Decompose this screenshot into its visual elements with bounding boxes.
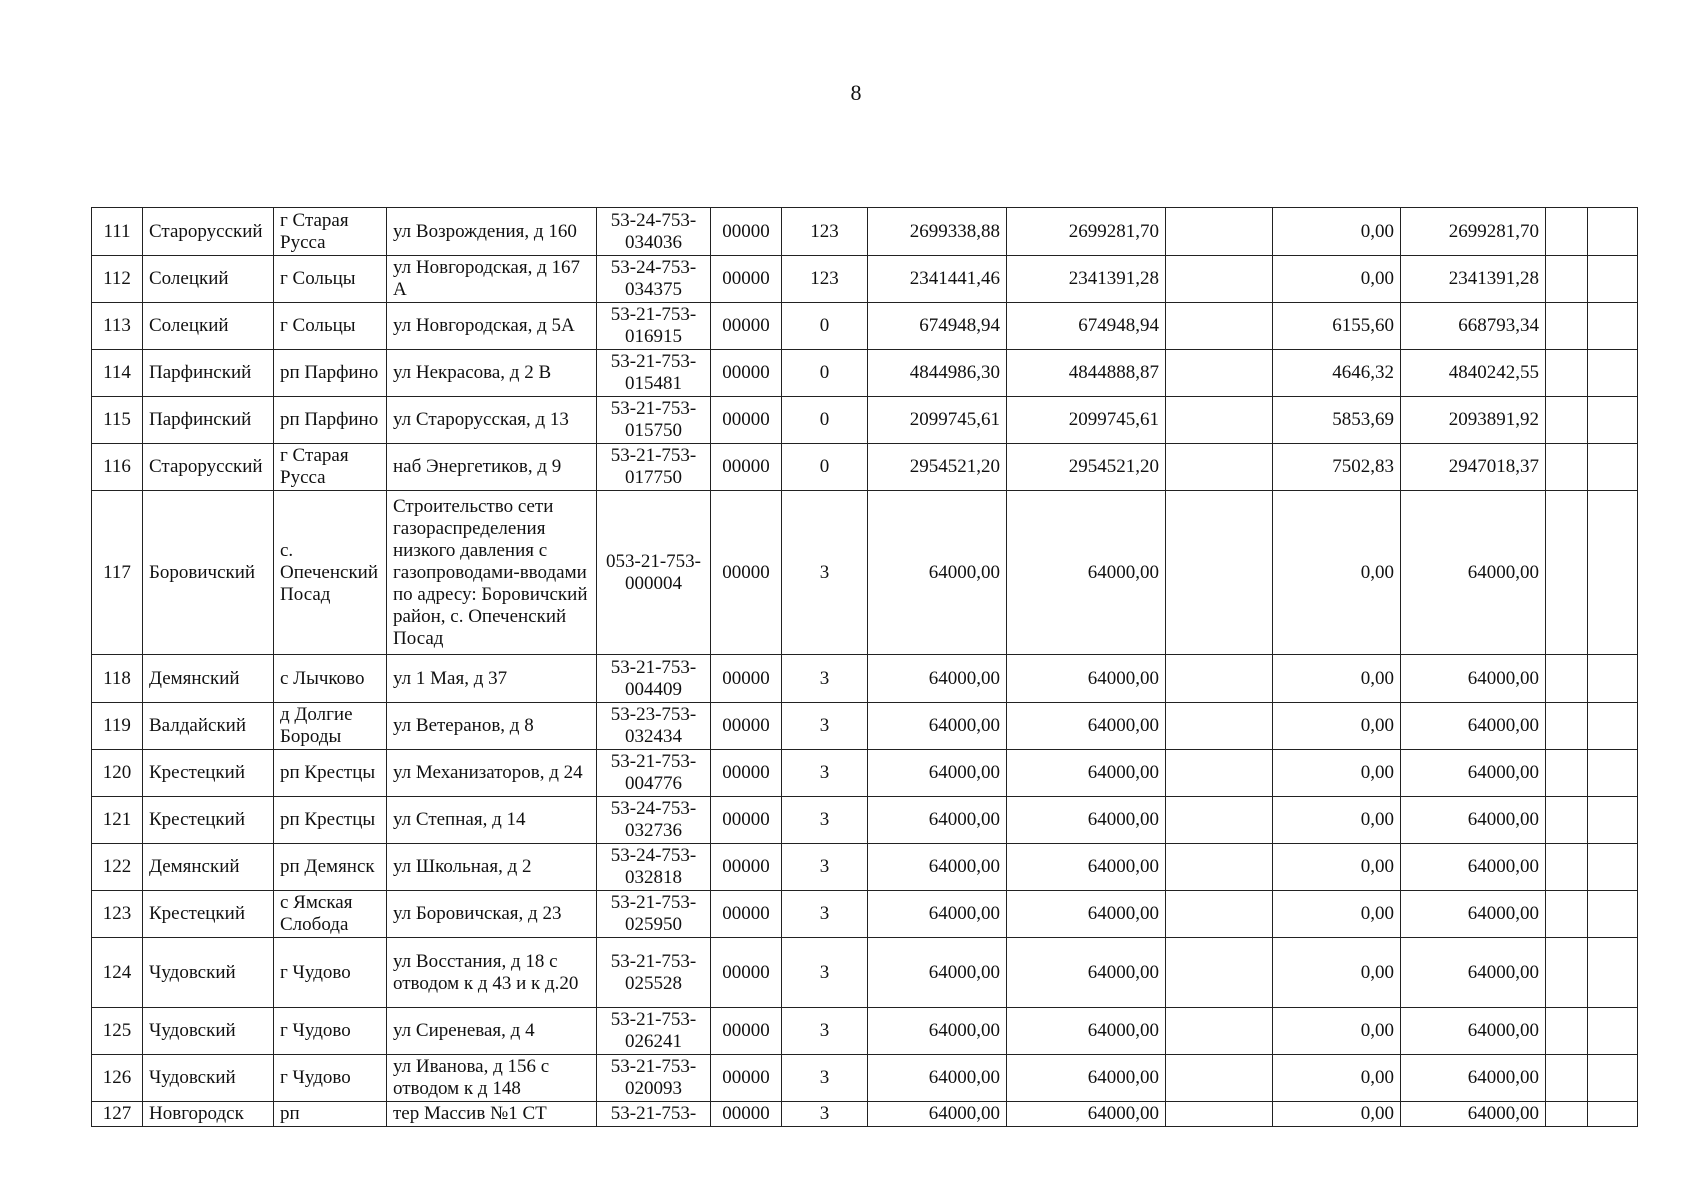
cell-address: ул Боровичская, д 23: [387, 891, 597, 938]
cell-amount-2: 64000,00: [1007, 750, 1166, 797]
cell-amount-1: 64000,00: [868, 891, 1007, 938]
cell-code: 00000: [711, 797, 782, 844]
cell-oktmo: 53-24-753-034036: [597, 208, 711, 256]
cell-extra-1: [1546, 1102, 1588, 1127]
cell-amount-2: 674948,94: [1007, 303, 1166, 350]
cell-amount-5: 4840242,55: [1401, 350, 1546, 397]
cell-address: ул Восстания, д 18 с отводом к д 43 и к д.20: [387, 938, 597, 1008]
cell-extra-1: [1546, 303, 1588, 350]
cell-amount-4: 0,00: [1273, 1055, 1401, 1102]
cell-district: Чудовский: [143, 1055, 274, 1102]
cell-extra-1: [1546, 844, 1588, 891]
cell-district: Демянский: [143, 655, 274, 703]
cell-locality: г Чудово: [274, 1008, 387, 1055]
cell-amount-5: 2947018,37: [1401, 444, 1546, 491]
cell-extra-1: [1546, 655, 1588, 703]
cell-extra-1: [1546, 491, 1588, 655]
cell-amount-2: 64000,00: [1007, 1055, 1166, 1102]
cell-amount-2: 2954521,20: [1007, 444, 1166, 491]
cell-count: 123: [782, 256, 868, 303]
cell-amount-3: [1166, 491, 1273, 655]
cell-amount-5: 64000,00: [1401, 491, 1546, 655]
cell-amount-1: 64000,00: [868, 655, 1007, 703]
cell-count: 0: [782, 397, 868, 444]
cell-count: 3: [782, 491, 868, 655]
cell-count: 0: [782, 303, 868, 350]
cell-extra-2: [1588, 303, 1638, 350]
cell-address: ул Школьная, д 2: [387, 844, 597, 891]
cell-amount-3: [1166, 891, 1273, 938]
cell-district: Чудовский: [143, 938, 274, 1008]
cell-code: 00000: [711, 491, 782, 655]
cell-count: 0: [782, 444, 868, 491]
cell-amount-1: 64000,00: [868, 844, 1007, 891]
table-row: [92, 1008, 1638, 1055]
cell-amount-3: [1166, 1102, 1273, 1127]
cell-amount-1: 674948,94: [868, 303, 1007, 350]
cell-amount-3: [1166, 256, 1273, 303]
cell-code: 00000: [711, 655, 782, 703]
cell-amount-4: 0,00: [1273, 491, 1401, 655]
cell-locality: г Старая Русса: [274, 208, 387, 256]
cell-amount-3: [1166, 750, 1273, 797]
cell-row-number: 115: [92, 397, 143, 444]
cell-row-number: 112: [92, 256, 143, 303]
cell-extra-1: [1546, 891, 1588, 938]
cell-amount-5: 668793,34: [1401, 303, 1546, 350]
cell-code: 00000: [711, 844, 782, 891]
cell-amount-1: 2699338,88: [868, 208, 1007, 256]
cell-amount-2: 4844888,87: [1007, 350, 1166, 397]
cell-address: ул Степная, д 14: [387, 797, 597, 844]
cell-amount-2: 64000,00: [1007, 844, 1166, 891]
cell-district: Парфинский: [143, 397, 274, 444]
cell-amount-3: [1166, 397, 1273, 444]
cell-count: 0: [782, 350, 868, 397]
cell-amount-3: [1166, 1008, 1273, 1055]
cell-amount-5: 2341391,28: [1401, 256, 1546, 303]
cell-row-number: 120: [92, 750, 143, 797]
cell-amount-2: 64000,00: [1007, 703, 1166, 750]
cell-extra-2: [1588, 797, 1638, 844]
cell-row-number: 117: [92, 491, 143, 655]
cell-amount-3: [1166, 703, 1273, 750]
cell-amount-4: 6155,60: [1273, 303, 1401, 350]
cell-row-number: 127: [92, 1102, 143, 1127]
cell-amount-1: 64000,00: [868, 491, 1007, 655]
cell-amount-5: 64000,00: [1401, 750, 1546, 797]
cell-extra-1: [1546, 1008, 1588, 1055]
cell-extra-2: [1588, 491, 1638, 655]
cell-row-number: 114: [92, 350, 143, 397]
cell-count: 3: [782, 1008, 868, 1055]
cell-amount-1: 64000,00: [868, 1008, 1007, 1055]
cell-amount-3: [1166, 938, 1273, 1008]
cell-amount-4: 0,00: [1273, 256, 1401, 303]
cell-extra-1: [1546, 256, 1588, 303]
cell-address: ул Ветеранов, д 8: [387, 703, 597, 750]
cell-row-number: 121: [92, 797, 143, 844]
cell-extra-1: [1546, 350, 1588, 397]
cell-code: 00000: [711, 1102, 782, 1127]
cell-row-number: 122: [92, 844, 143, 891]
cell-count: 3: [782, 891, 868, 938]
cell-amount-3: [1166, 844, 1273, 891]
cell-address: ул Старорусская, д 13: [387, 397, 597, 444]
cell-code: 00000: [711, 208, 782, 256]
cell-oktmo: 053-21-753-000004: [597, 491, 711, 655]
cell-code: 00000: [711, 938, 782, 1008]
cell-amount-4: 4646,32: [1273, 350, 1401, 397]
cell-extra-1: [1546, 444, 1588, 491]
cell-amount-5: 2699281,70: [1401, 208, 1546, 256]
cell-amount-4: 0,00: [1273, 797, 1401, 844]
cell-row-number: 111: [92, 208, 143, 256]
cell-count: 3: [782, 1102, 868, 1127]
cell-amount-3: [1166, 1055, 1273, 1102]
cell-count: 3: [782, 1055, 868, 1102]
cell-count: 123: [782, 208, 868, 256]
cell-count: 3: [782, 844, 868, 891]
table-body: [92, 208, 1638, 1127]
cell-district: Валдайский: [143, 703, 274, 750]
cell-extra-1: [1546, 703, 1588, 750]
cell-amount-3: [1166, 303, 1273, 350]
cell-amount-2: 64000,00: [1007, 491, 1166, 655]
cell-extra-2: [1588, 397, 1638, 444]
cell-extra-2: [1588, 938, 1638, 1008]
cell-extra-2: [1588, 208, 1638, 256]
cell-amount-1: 64000,00: [868, 750, 1007, 797]
cell-amount-1: 2099745,61: [868, 397, 1007, 444]
cell-amount-2: 64000,00: [1007, 797, 1166, 844]
cell-district: Боровичский: [143, 491, 274, 655]
cell-code: 00000: [711, 350, 782, 397]
cell-amount-4: 0,00: [1273, 891, 1401, 938]
table-row: [92, 750, 1638, 797]
table-row: [92, 444, 1638, 491]
cell-amount-2: 2699281,70: [1007, 208, 1166, 256]
table-row: [92, 1055, 1638, 1102]
cell-amount-1: 2954521,20: [868, 444, 1007, 491]
cell-amount-4: 7502,83: [1273, 444, 1401, 491]
cell-amount-2: 2341391,28: [1007, 256, 1166, 303]
cell-amount-1: 64000,00: [868, 1055, 1007, 1102]
cell-oktmo: 53-21-753-015481: [597, 350, 711, 397]
cell-address: ул 1 Мая, д 37: [387, 655, 597, 703]
cell-oktmo: 53-21-753-020093: [597, 1055, 711, 1102]
cell-oktmo: 53-24-753-034375: [597, 256, 711, 303]
cell-amount-1: 64000,00: [868, 797, 1007, 844]
cell-amount-3: [1166, 444, 1273, 491]
cell-locality: рп: [274, 1102, 387, 1127]
cell-amount-5: 64000,00: [1401, 703, 1546, 750]
cell-amount-2: 2099745,61: [1007, 397, 1166, 444]
cell-amount-3: [1166, 350, 1273, 397]
cell-locality: г Чудово: [274, 1055, 387, 1102]
cell-code: 00000: [711, 1055, 782, 1102]
cell-oktmo: 53-21-753-017750: [597, 444, 711, 491]
cell-amount-4: 5853,69: [1273, 397, 1401, 444]
cell-locality: рп Парфино: [274, 350, 387, 397]
cell-locality: г Чудово: [274, 938, 387, 1008]
cell-amount-5: 2093891,92: [1401, 397, 1546, 444]
cell-address: ул Иванова, д 156 с отводом к д 148: [387, 1055, 597, 1102]
cell-count: 3: [782, 655, 868, 703]
cell-district: Крестецкий: [143, 797, 274, 844]
cell-amount-5: 64000,00: [1401, 1055, 1546, 1102]
table-row: [92, 891, 1638, 938]
cell-extra-2: [1588, 891, 1638, 938]
cell-amount-1: 4844986,30: [868, 350, 1007, 397]
cell-code: 00000: [711, 303, 782, 350]
cell-extra-2: [1588, 655, 1638, 703]
cell-district: Крестецкий: [143, 891, 274, 938]
cell-oktmo: 53-24-753-032736: [597, 797, 711, 844]
table-row: [92, 208, 1638, 256]
cell-amount-2: 64000,00: [1007, 891, 1166, 938]
cell-amount-5: 64000,00: [1401, 1102, 1546, 1127]
cell-locality: г Сольцы: [274, 303, 387, 350]
cell-oktmo: 53-21-753-025950: [597, 891, 711, 938]
cell-amount-5: 64000,00: [1401, 797, 1546, 844]
cell-extra-1: [1546, 208, 1588, 256]
cell-oktmo: 53-21-753-004409: [597, 655, 711, 703]
cell-amount-5: 64000,00: [1401, 891, 1546, 938]
cell-district: Демянский: [143, 844, 274, 891]
cell-amount-4: 0,00: [1273, 1102, 1401, 1127]
cell-amount-1: 2341441,46: [868, 256, 1007, 303]
cell-count: 3: [782, 797, 868, 844]
cell-address: ул Новгородская, д 167 А: [387, 256, 597, 303]
cell-code: 00000: [711, 444, 782, 491]
cell-district: Старорусский: [143, 444, 274, 491]
cell-locality: г Сольцы: [274, 256, 387, 303]
cell-locality: д Долгие Бороды: [274, 703, 387, 750]
cell-oktmo: 53-21-753-004776: [597, 750, 711, 797]
table-row: [92, 797, 1638, 844]
page-number: 8: [850, 80, 862, 105]
cell-locality: рп Демянск: [274, 844, 387, 891]
cell-amount-3: [1166, 208, 1273, 256]
cell-code: 00000: [711, 256, 782, 303]
cell-count: 3: [782, 938, 868, 1008]
cell-amount-4: 0,00: [1273, 1008, 1401, 1055]
cell-row-number: 116: [92, 444, 143, 491]
cell-district: Крестецкий: [143, 750, 274, 797]
cell-extra-2: [1588, 844, 1638, 891]
cell-extra-2: [1588, 1055, 1638, 1102]
cell-row-number: 113: [92, 303, 143, 350]
cell-row-number: 124: [92, 938, 143, 1008]
cell-amount-5: 64000,00: [1401, 938, 1546, 1008]
cell-amount-4: 0,00: [1273, 655, 1401, 703]
table-row: [92, 655, 1638, 703]
cell-address: ул Механизаторов, д 24: [387, 750, 597, 797]
cell-oktmo: 53-24-753-032818: [597, 844, 711, 891]
cell-row-number: 123: [92, 891, 143, 938]
cell-amount-1: 64000,00: [868, 938, 1007, 1008]
cell-extra-1: [1546, 797, 1588, 844]
cell-amount-4: 0,00: [1273, 703, 1401, 750]
cell-amount-3: [1166, 655, 1273, 703]
cell-locality: рп Крестцы: [274, 750, 387, 797]
cell-address: ул Сиреневая, д 4: [387, 1008, 597, 1055]
cell-amount-2: 64000,00: [1007, 1102, 1166, 1127]
table-row: [92, 844, 1638, 891]
cell-extra-2: [1588, 350, 1638, 397]
cell-code: 00000: [711, 703, 782, 750]
cell-amount-2: 64000,00: [1007, 1008, 1166, 1055]
cell-amount-5: 64000,00: [1401, 1008, 1546, 1055]
cell-row-number: 119: [92, 703, 143, 750]
table-row: [92, 303, 1638, 350]
table-row: [92, 491, 1638, 655]
cell-amount-4: 0,00: [1273, 844, 1401, 891]
cell-locality: с. Опеченский Посад: [274, 491, 387, 655]
cell-oktmo: 53-23-753-032434: [597, 703, 711, 750]
table-row: [92, 256, 1638, 303]
cell-amount-5: 64000,00: [1401, 844, 1546, 891]
cell-row-number: 125: [92, 1008, 143, 1055]
cell-amount-2: 64000,00: [1007, 655, 1166, 703]
cell-count: 3: [782, 703, 868, 750]
cell-extra-2: [1588, 256, 1638, 303]
cell-address: ул Возрождения, д 160: [387, 208, 597, 256]
cell-code: 00000: [711, 397, 782, 444]
cell-code: 00000: [711, 750, 782, 797]
cell-oktmo: 53-21-753-026241: [597, 1008, 711, 1055]
cell-extra-1: [1546, 397, 1588, 444]
cell-amount-4: 0,00: [1273, 208, 1401, 256]
cell-locality: г Старая Русса: [274, 444, 387, 491]
table-row: [92, 350, 1638, 397]
cell-district: Солецкий: [143, 256, 274, 303]
cell-row-number: 126: [92, 1055, 143, 1102]
cell-amount-2: 64000,00: [1007, 938, 1166, 1008]
cell-amount-1: 64000,00: [868, 703, 1007, 750]
cell-oktmo: 53-21-753-016915: [597, 303, 711, 350]
cell-district: Старорусский: [143, 208, 274, 256]
cell-locality: рп Парфино: [274, 397, 387, 444]
cell-amount-1: 64000,00: [868, 1102, 1007, 1127]
cell-code: 00000: [711, 891, 782, 938]
cell-amount-5: 64000,00: [1401, 655, 1546, 703]
cell-extra-2: [1588, 750, 1638, 797]
cell-row-number: 118: [92, 655, 143, 703]
cell-amount-4: 0,00: [1273, 750, 1401, 797]
cell-extra-2: [1588, 703, 1638, 750]
cell-extra-1: [1546, 938, 1588, 1008]
cell-address: ул Некрасова, д 2 В: [387, 350, 597, 397]
cell-locality: рп Крестцы: [274, 797, 387, 844]
cell-address: ул Новгородская, д 5А: [387, 303, 597, 350]
cell-extra-1: [1546, 750, 1588, 797]
cell-address: наб Энергетиков, д 9: [387, 444, 597, 491]
cell-district: Новгородск: [143, 1102, 274, 1127]
cell-count: 3: [782, 750, 868, 797]
cell-oktmo: 53-21-753-: [597, 1102, 711, 1127]
cell-code: 00000: [711, 1008, 782, 1055]
cell-extra-2: [1588, 1008, 1638, 1055]
cell-amount-4: 0,00: [1273, 938, 1401, 1008]
cell-district: Парфинский: [143, 350, 274, 397]
table-row: [92, 1102, 1638, 1127]
cell-extra-1: [1546, 1055, 1588, 1102]
cell-district: Чудовский: [143, 1008, 274, 1055]
cell-oktmo: 53-21-753-025528: [597, 938, 711, 1008]
cell-amount-3: [1166, 797, 1273, 844]
registry-table: [91, 207, 1638, 1127]
cell-oktmo: 53-21-753-015750: [597, 397, 711, 444]
table-row: [92, 938, 1638, 1008]
table-row: [92, 397, 1638, 444]
cell-address: Строительство сети газораспределения низкого давления с газопроводами-вводами по адресу: Боровичский район, с. Опеченский Посад: [387, 491, 597, 655]
cell-locality: с Ямская Слобода: [274, 891, 387, 938]
cell-extra-2: [1588, 1102, 1638, 1127]
cell-district: Солецкий: [143, 303, 274, 350]
cell-address: тер Массив №1 СТ: [387, 1102, 597, 1127]
cell-locality: с Лычково: [274, 655, 387, 703]
table-row: [92, 703, 1638, 750]
cell-extra-2: [1588, 444, 1638, 491]
